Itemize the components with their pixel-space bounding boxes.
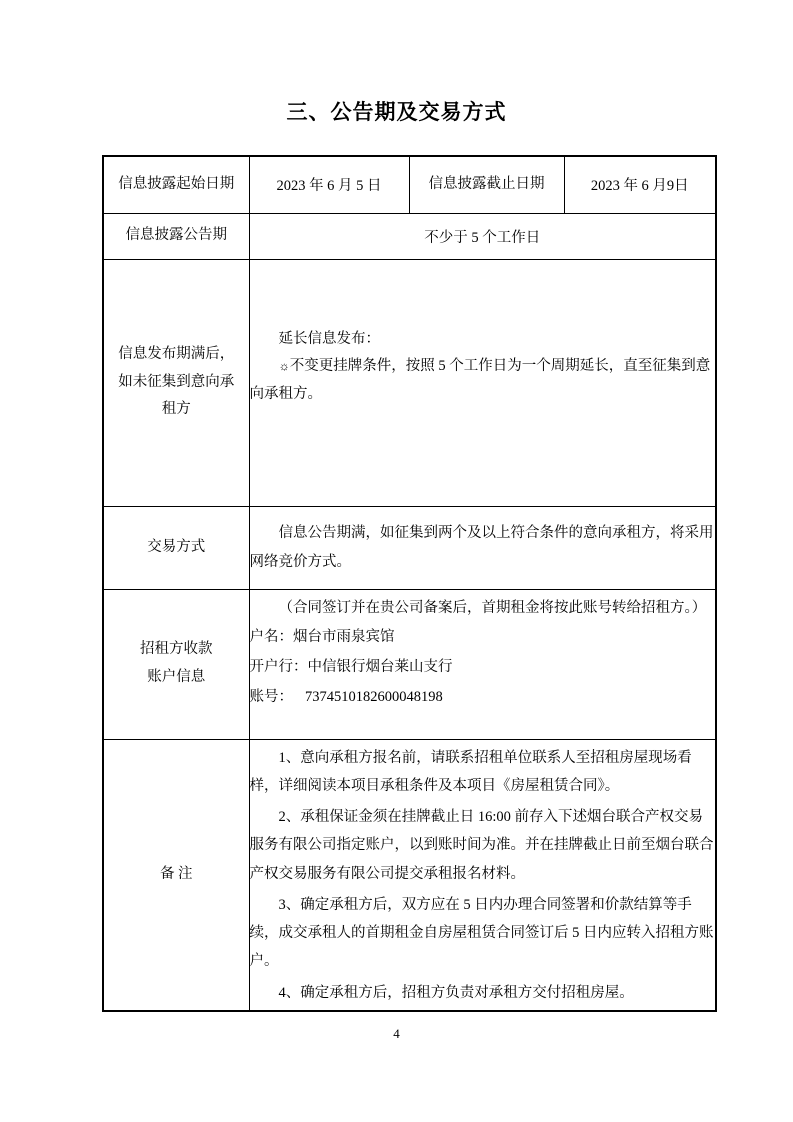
remark-item-1: 1、意向承租方报名前，请联系招租单位联系人至招租房屋现场看样，详细阅读本项目承租条件及本项目《房屋租赁合同》。 — [249, 749, 692, 794]
table-row-disclosure-period — [103, 213, 716, 259]
extension-label-line: 租方 — [161, 401, 191, 418]
account-bank-line — [250, 653, 716, 683]
account-label-line: 招租方收款 — [140, 641, 213, 658]
account-number-line — [250, 683, 716, 713]
extension-option — [250, 353, 716, 409]
remarks-label: 备 注 — [103, 739, 249, 1011]
page-number: 4 — [393, 1026, 400, 1041]
extension-content — [249, 259, 716, 506]
extension-option-text: 不变更挂牌条件，按照 5 个工作日为一个周期延长，直至征集到意向承租方。 — [249, 358, 711, 403]
disclosure-start-label: 信息披露起始日期 — [103, 156, 249, 213]
table-row-transaction — [103, 506, 716, 589]
option-circle-icon: ☼ — [278, 359, 290, 374]
extension-label — [103, 259, 249, 506]
account-holder-value: 烟台市雨泉宾馆 — [293, 629, 395, 646]
disclosure-end-label: 信息披露截止日期 — [409, 156, 564, 213]
transaction-label: 交易方式 — [103, 506, 249, 589]
account-bank-label: 开户行： — [249, 658, 308, 675]
account-holder-line — [250, 623, 716, 653]
extension-heading: 延长信息发布： — [278, 330, 380, 347]
account-number-label: 账号： — [249, 688, 293, 705]
account-label — [103, 589, 249, 739]
announcement-table — [102, 155, 717, 1012]
account-bank-value: 中信银行烟台莱山支行 — [307, 658, 453, 675]
account-label-line: 账户信息 — [147, 669, 206, 685]
account-holder-label: 户名： — [249, 629, 293, 646]
remark-item-2: 2、承租保证金须在挂牌截止日 16:00 前存入下述烟台联合产权交易服务有限公司指定账户，以到账时间为准。并在挂牌截止日前至烟台联合产权交易服务有限公司提交承租报名材料。 — [249, 809, 714, 882]
table-row-account — [103, 589, 716, 739]
remark-item-3: 3、确定承租方后，双方应在 5 日内办理合同签署和价款结算等手续，成交承租人的首期租金自房屋租赁合同签订后 5 日内应转入招租方账户。 — [249, 896, 714, 970]
disclosure-end-value: 2023 年 6 月9日 — [564, 156, 716, 213]
table-row-disclosure-dates — [103, 156, 716, 213]
transaction-content — [249, 506, 716, 589]
page-title: 三、公告期及交易方式 — [286, 100, 507, 124]
disclosure-period-value: 不少于 5 个工作日 — [249, 213, 716, 259]
account-content — [249, 589, 716, 739]
table-row-remarks — [103, 739, 716, 1011]
extension-label-line: 如未征集到意向承 — [118, 373, 235, 390]
disclosure-start-value: 2023 年 6 月 5 日 — [249, 156, 409, 213]
account-number-value: 7374510182600048198 — [305, 688, 443, 705]
remark-item-4: 4、确定承租方后，招租方负责对承租方交付招租房屋。 — [278, 984, 634, 1001]
account-note: （合同签订并在贵公司备案后，首期租金将按此账号转给招租方。） — [278, 599, 707, 616]
remarks-content — [249, 739, 716, 1011]
extension-label-line: 信息发布期满后， — [118, 346, 235, 363]
table-row-extension — [103, 259, 716, 506]
transaction-text: 信息公告期满，如征集到两个及以上符合条件的意向承租方，将采用网络竞价方式。 — [249, 525, 714, 570]
disclosure-period-label: 信息披露公告期 — [103, 213, 249, 259]
